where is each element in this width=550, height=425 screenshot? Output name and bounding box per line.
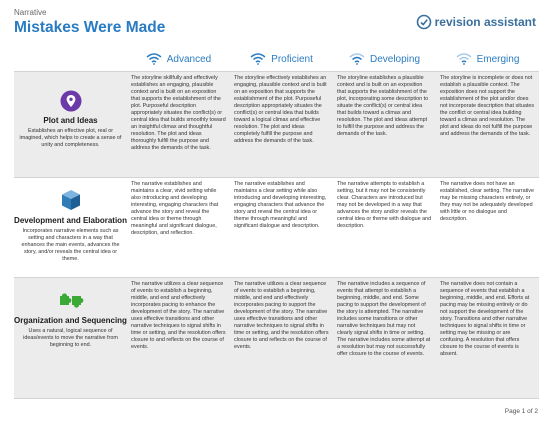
rubric-row-organization-and-sequencing bbox=[14, 278, 539, 398]
rubric-row-development-and-elaboration bbox=[14, 178, 539, 277]
map-pin-icon bbox=[60, 90, 82, 112]
level-emerging bbox=[436, 50, 539, 68]
brand-logo bbox=[416, 14, 536, 30]
page-number: Page 1 of 2 bbox=[504, 408, 538, 415]
developing-descriptor: The narrative attempts to establish a setting, but it may not be consistently clear. Characters are introduced but may not be developed in a way that advances the story and/or reveals the central idea or theme with dialogue and description. bbox=[337, 181, 432, 229]
trait-cell bbox=[14, 178, 127, 277]
level-label: Emerging bbox=[476, 53, 520, 65]
advanced-descriptor: The storyline skillfully and effectively establishes an engaging, plausible context and is built on an exposition that supports the establishment of the plot. Purposeful description appropriately situates the conflict(s) or central idea that builds smoothly toward an insightful climax and thoughtful resolution. The plot and ideas thoroughly fulfill the purpose and address the demands of the task. bbox=[131, 75, 226, 151]
divider bbox=[14, 398, 539, 399]
level-label: Advanced bbox=[166, 53, 212, 65]
page-title: Mistakes Were Made bbox=[14, 19, 166, 36]
proficient-descriptor: The storyline effectively establishes an engaging, plausible context and is built on an exposition that supports the establishment of the plot. Purposeful description appropriately situates the conflict(s) or central idea that builds toward a logical climax and effective resolution. The plot and ideas completely fulfill the purpose and address the demands of the task. bbox=[234, 75, 327, 144]
advanced-descriptor: The narrative establishes and maintains a clear, vivid setting while also introducing and developing interesting, engaging characters that advance the story and reveal the central idea or theme through meaningful and significant dialogue, description, and reflection. bbox=[131, 181, 219, 236]
level-label: Developing bbox=[369, 53, 421, 65]
proficient-descriptor: The narrative utilizes a clear sequence of events to establish a beginning, middle, and end and effectively incorporates pacing to support the development of the story. The narrative uses effective transitions and other narrative techniques to signal shifts in time or setting, and the resolution offers closure to and reflects on the course of events. bbox=[234, 281, 329, 350]
trait-name: Development and Elaboration bbox=[14, 216, 127, 225]
trait-description: Uses a natural, logical sequence of ideas/events to move the narrative from beginning to end. bbox=[23, 328, 118, 348]
signal-icon bbox=[146, 53, 162, 65]
emerging-descriptor: The narrative does not contain a sequence of events that establish a beginning, middle, and end. Efforts at pacing may be missing entirely or do not support the development of the story. Transitions and other narrative techniques to signal shifts in time or setting may be missing or are confusing. A resolution that offers closure to the course of events is absent. bbox=[440, 281, 530, 357]
level-developing bbox=[333, 50, 436, 68]
trait-name: Plot and Ideas bbox=[43, 116, 98, 125]
trait-description: Incorporates narrative elements such as setting and characters in a way that enhances the main events, advances the story, and/or reveals the central idea or theme. bbox=[21, 228, 120, 262]
trait-description: Establishes an effective plot, real or imagined, which helps to create a sense of unity and completeness. bbox=[19, 128, 122, 148]
levels-header bbox=[127, 50, 539, 68]
signal-icon bbox=[456, 53, 472, 65]
page-header bbox=[14, 8, 538, 46]
proficient-descriptor: The narrative establishes and maintains a clear setting while also introducing and developing interesting, engaging characters that advance the story and reveal the central idea or theme through meaningful and significant dialogue and description. bbox=[234, 181, 327, 229]
level-proficient bbox=[230, 50, 333, 68]
brand-name: revision assistant bbox=[434, 15, 536, 29]
advanced-descriptor: The narrative utilizes a clear sequence of events to establish a beginning, middle, and end and effectively incorporates pacing to enhance the development of the story. The narrative uses effective transitions and other narrative techniques to signal shifts in time or setting, and the resolution offers closure to and reflects on the course of events. bbox=[131, 281, 226, 350]
emerging-descriptor: The storyline is incomplete or does not establish a plausible context. The exposition does not support the establishment of the plot and/or does not incorporate description that situates the conflict or central idea building toward a climax and resolution. The plot and ideas do not fulfill the purpose and address the demands of the task. bbox=[440, 75, 535, 137]
brand-mark-icon bbox=[416, 14, 432, 30]
developing-descriptor: The storyline establishes a plausible context and is built on an exposition that supports the establishment of the plot, incorporating some description to situate the conflict(s) or central idea that builds toward a climax and resolution. The plot and ideas attempt to fulfill the purpose and address the demands of the task. bbox=[337, 75, 429, 137]
level-advanced bbox=[127, 50, 230, 68]
trait-name: Organization and Sequencing bbox=[14, 316, 127, 325]
signal-icon bbox=[250, 53, 266, 65]
signal-icon bbox=[349, 53, 365, 65]
genre-label: Narrative bbox=[14, 8, 47, 17]
level-label: Proficient bbox=[271, 53, 313, 65]
trait-cell bbox=[14, 278, 127, 398]
cube-icon bbox=[59, 188, 83, 212]
trait-cell bbox=[14, 72, 127, 177]
emerging-descriptor: The narrative does not have an established, clear setting. The narrative may be missing characters entirely, or they may not be adequately developed with little or no dialogue and description. bbox=[440, 181, 534, 222]
rubric-row-plot-and-ideas bbox=[14, 72, 539, 177]
developing-descriptor: The narrative includes a sequence of events that attempt to establish a beginning, middle, and end. Some pacing to support the development of the story is attempted. The narrative includes some transitions or other narrative techniques but may not clearly signal shifts in time or setting. The narrative includes some attempt at a resolution but may not successfully offer closure to the course of events. bbox=[337, 281, 431, 357]
puzzle-icon bbox=[58, 290, 84, 312]
